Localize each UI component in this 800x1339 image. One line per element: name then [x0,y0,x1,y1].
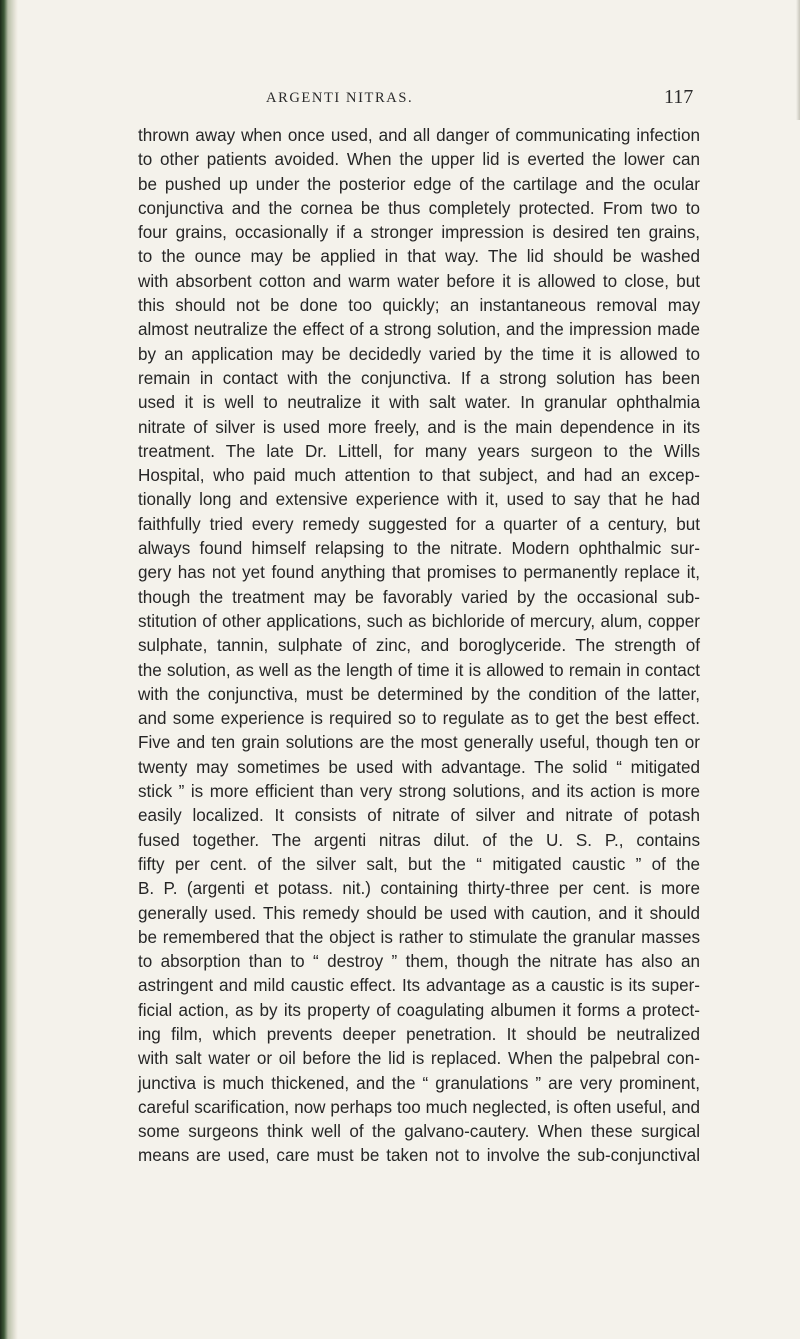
text-line: the solution, as well as the length of time it is allowed to remain in contact [138,660,700,680]
text-line: to absorption than to “ destroy ” them, though the nitrate has also an [138,952,700,972]
text-line: treatment. The late Dr. Littell, for many years surgeon to the Wills [138,441,700,461]
text-line: though the treatment may be favorably varied by the occasional sub- [138,587,700,607]
text-line: four grains, occasionally if a stronger impression is desired ten grains, [138,223,700,243]
text-line: used it is well to neutralize it with salt water. In granular ophthalmia [138,393,700,413]
text-line: B. P. (argenti et potass. nit.) containing thirty-three per cent. is more [138,879,700,899]
text-line: careful scarification, now perhaps too much neglected, is often useful, and [138,1097,700,1117]
text-line: conjunctiva and the cornea be thus completely protected. From two to [138,198,700,218]
text-line: fused together. The argenti nitras dilut. of the U. S. P., contains [138,830,700,850]
text-line: stitution of other applications, such as bichloride of mercury, alum, copper [138,611,700,631]
text-line: be pushed up under the posterior edge of the cartilage and the ocular [138,174,700,194]
text-line: remain in contact with the conjunctiva. If a strong solution has been [138,368,700,388]
text-line: always found himself relapsing to the nitrate. Modern ophthalmic sur- [138,539,700,559]
text-line: thrown away when once used, and all danger of communicating infection [138,126,700,145]
page-number: 117 [664,86,694,108]
text-line: gery has not yet found anything that promises to permanently replace it, [138,563,700,583]
text-line: sulphate, tannin, sulphate of zinc, and boroglyceride. The strength of [138,636,700,656]
text-line: ficial action, as by its property of coagulating albumen it forms a protect- [138,1000,700,1020]
text-line: junctiva is much thickened, and the “ granulations ” are very prominent, [138,1073,700,1093]
text-line: ing film, which prevents deeper penetration. It should be neutralized [138,1024,700,1044]
text-line: with the conjunctiva, must be determined by the condition of the latter, [138,684,700,704]
text-line: by an application may be decidedly varied by the time it is allowed to [138,344,700,364]
text-line: stick ” is more efficient than very strong solutions, and its action is more [138,782,700,802]
running-head: ARGENTI NITRAS. [266,90,414,106]
text-line: Hospital, who paid much attention to that subject, and had an excep- [138,466,700,486]
text-line: twenty may sometimes be used with advantage. The solid “ mitigated [138,757,700,777]
text-line: Five and ten grain solutions are the most generally useful, though ten or [138,733,700,753]
text-line: almost neutralize the effect of a strong solution, and the impression made [138,320,700,340]
text-line: to other patients avoided. When the upper lid is everted the lower can [138,150,700,170]
body-text [138,124,700,1169]
text-line: tionally long and extensive experience with it, used to say that he had [138,490,700,510]
text-line: with absorbent cotton and warm water before it is allowed to close, but [138,271,700,291]
text-line: some surgeons think well of the galvano-cautery. When these surgical [138,1122,700,1142]
text-line: means are used, care must be taken not to involve the sub-conjunctival [138,1146,700,1166]
page-gutter-shadow [0,0,18,1339]
text-line: and some experience is required so to regulate as to get the best effect. [138,709,700,729]
text-line: generally used. This remedy should be used with caution, and it should [138,903,700,923]
text-line: astringent and mild caustic effect. Its advantage as a caustic is its super- [138,976,700,996]
text-line: be remembered that the object is rather to stimulate the granular masses [138,927,700,947]
text-line: easily localized. It consists of nitrate of silver and nitrate of potash [138,806,700,826]
text-line: to the ounce may be applied in that way. The lid should be washed [138,247,700,267]
text-line: faithfully tried every remedy suggested for a quarter of a century, but [138,514,700,534]
text-line: nitrate of silver is used more freely, and is the main dependence in its [138,417,700,437]
text-line: with salt water or oil before the lid is replaced. When the palpebral con- [138,1049,700,1069]
text-line: this should not be done too quickly; an instantaneous removal may [138,296,700,316]
text-line: fifty per cent. of the silver salt, but the “ mitigated caustic ” of the [138,854,700,874]
page-header [0,86,800,116]
